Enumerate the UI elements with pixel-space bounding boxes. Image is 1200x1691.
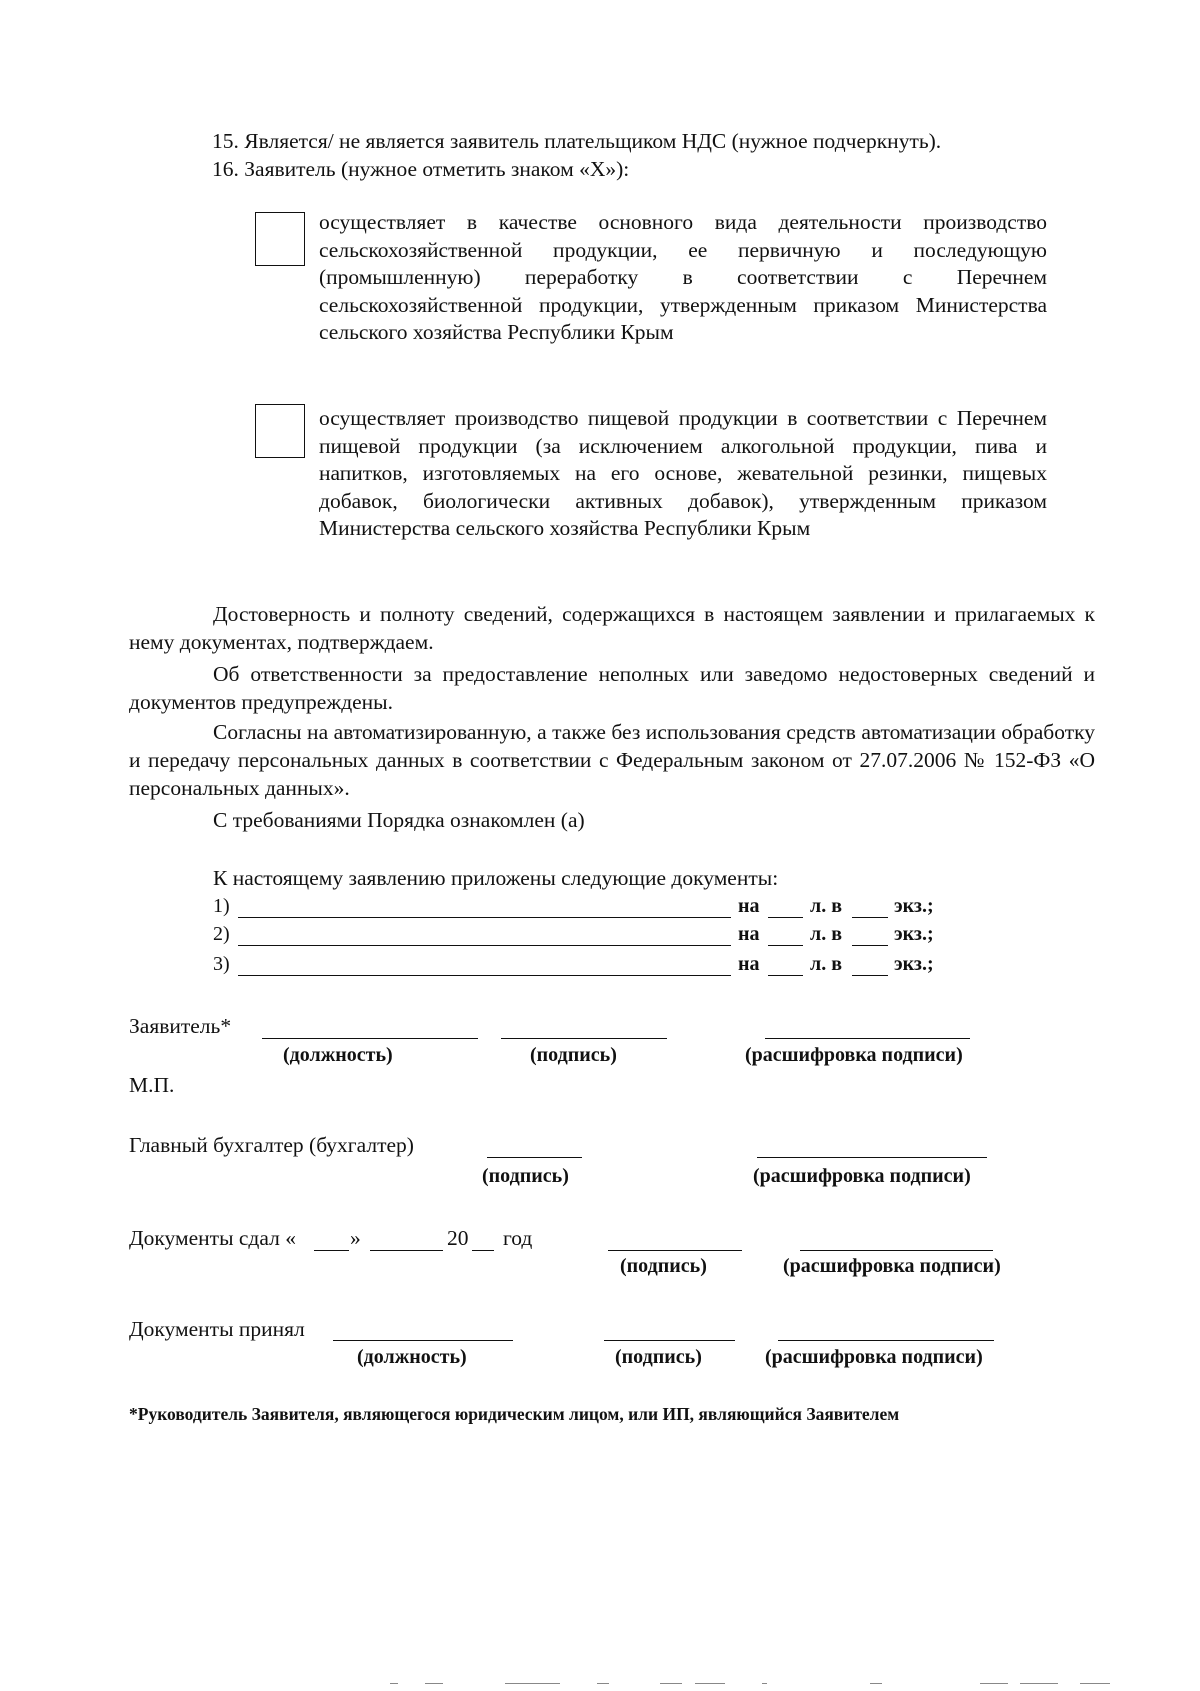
stamp-label: М.П.	[129, 1073, 175, 1097]
attachment-na-label: на	[738, 895, 760, 917]
chief-accountant-label: Главный бухгалтер (бухгалтер)	[129, 1133, 414, 1157]
attachment-name-line[interactable]	[238, 945, 731, 946]
chief-accountant-decoding-line[interactable]	[757, 1157, 987, 1158]
declaration-responsibility: Об ответственности за предоставление неполных или заведомо недостоверных сведений и документов предупреждены.	[129, 662, 1095, 714]
submitted-year-line[interactable]	[472, 1250, 494, 1251]
attachment-copies-label: экз.;	[894, 953, 934, 975]
applicant-signature-line[interactable]	[501, 1038, 667, 1039]
attachment-na-label: на	[738, 953, 760, 975]
submitted-year-prefix: 20	[447, 1226, 469, 1250]
item-16: 16. Заявитель (нужное отметить знаком «Х»):	[212, 157, 630, 181]
chief-accountant-signature-caption: (подпись)	[482, 1165, 569, 1187]
attachment-sheets-label: л. в	[810, 923, 843, 945]
option-2-text: осуществляет производство пищевой продукции в соответствии с Перечнем пищевой продукции (за исключением алкогольной продукции, пива и напитков, изготовляемых на его основе, жевательной резинки, пищевых добавок, биологически активных добавок), утвержденным приказом Министерства сельского хозяйства Республики Крым	[319, 406, 1047, 540]
applicant-position-caption: (должность)	[283, 1044, 393, 1066]
submitted-decoding-line[interactable]	[800, 1250, 993, 1251]
applicant-decoding-line[interactable]	[765, 1038, 970, 1039]
applicant-decoding-caption: (расшифровка подписи)	[745, 1044, 963, 1066]
accepted-signature-caption: (подпись)	[615, 1346, 702, 1368]
chief-accountant-signature-line[interactable]	[487, 1157, 582, 1158]
submitted-signature-line[interactable]	[608, 1250, 742, 1251]
applicant-label: Заявитель*	[129, 1014, 232, 1038]
attachment-name-line[interactable]	[238, 917, 731, 918]
option-1-text: осуществляет в качестве основного вида деятельности производство сельскохозяйственной продукции, ее первичную и последующую (промышленную) переработку в соответствии с Перечнем сельскохозяйственной продукции, утвержденным приказом Министерства сельского хозяйства Республики Крым	[319, 210, 1047, 344]
submitted-year-suffix: год	[503, 1226, 533, 1250]
submitted-month-line[interactable]	[370, 1250, 443, 1251]
accepted-decoding-caption: (расшифровка подписи)	[765, 1346, 983, 1368]
accepted-position-line[interactable]	[333, 1340, 513, 1341]
attachment-sheets-label: л. в	[810, 895, 843, 917]
attachment-copies-line[interactable]	[852, 945, 888, 946]
attachment-row-number: 2)	[213, 923, 230, 945]
footnote: *Руководитель Заявителя, являющегося юридическим лицом, или ИП, являющийся Заявителем	[129, 1404, 900, 1424]
accepted-label: Документы принял	[129, 1317, 305, 1341]
accepted-position-caption: (должность)	[357, 1346, 467, 1368]
submitted-signature-caption: (подпись)	[620, 1255, 707, 1277]
accepted-signature-line[interactable]	[604, 1340, 735, 1341]
attachment-sheets-line[interactable]	[768, 975, 803, 976]
applicant-position-line[interactable]	[262, 1038, 478, 1039]
attachment-copies-label: экз.;	[894, 923, 934, 945]
attachment-row-number: 1)	[213, 895, 230, 917]
attachments-intro: К настоящему заявлению приложены следующие документы:	[213, 866, 779, 890]
attachment-name-line[interactable]	[238, 975, 731, 976]
declaration-personal-data: Согласны на автоматизированную, а также без использования средств автоматизации обработку и передачу персональных данных в соответствии с Федеральным законом от 27.07.2006 № 152-ФЗ «О персональных данных».	[129, 720, 1095, 800]
option-2-checkbox[interactable]	[255, 404, 305, 458]
attachment-sheets-line[interactable]	[768, 917, 803, 918]
chief-accountant-decoding-caption: (расшифровка подписи)	[753, 1165, 971, 1187]
option-1-checkbox[interactable]	[255, 212, 305, 266]
declaration-accuracy: Достоверность и полноту сведений, содержащихся в настоящем заявлении и прилагаемых к нему документах, подтверждаем.	[129, 602, 1095, 654]
attachment-sheets-label: л. в	[810, 953, 843, 975]
declaration-procedure: С требованиями Порядка ознакомлен (а)	[213, 808, 585, 832]
attachment-copies-line[interactable]	[852, 917, 888, 918]
item-15: 15. Является/ не является заявитель плательщиком НДС (нужное подчеркнуть).	[212, 129, 942, 153]
submitted-label-mid: »	[350, 1226, 361, 1250]
applicant-signature-caption: (подпись)	[530, 1044, 617, 1066]
submitted-label-prefix: Документы сдал «	[129, 1226, 296, 1250]
attachment-sheets-line[interactable]	[768, 945, 803, 946]
attachment-na-label: на	[738, 923, 760, 945]
attachment-copies-line[interactable]	[852, 975, 888, 976]
accepted-decoding-line[interactable]	[778, 1340, 994, 1341]
submitted-decoding-caption: (расшифровка подписи)	[783, 1255, 1001, 1277]
attachment-copies-label: экз.;	[894, 895, 934, 917]
submitted-day-line[interactable]	[314, 1250, 349, 1251]
attachment-row-number: 3)	[213, 953, 230, 975]
